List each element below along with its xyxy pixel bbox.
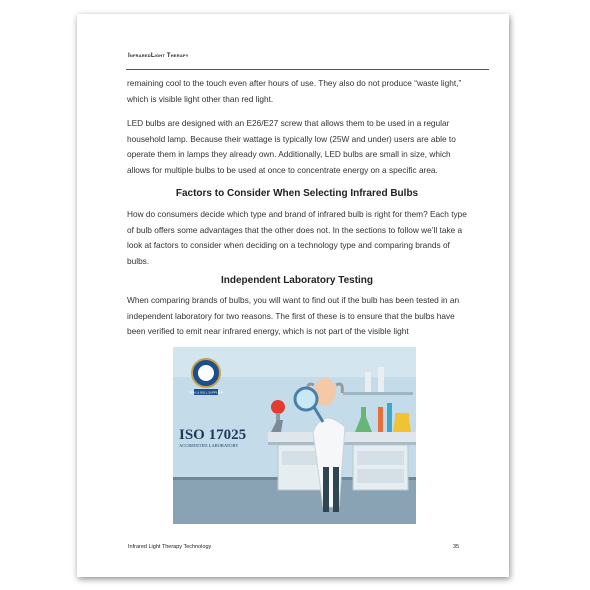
badge-text: DPAL & DELL SUPPLIER bbox=[188, 390, 224, 395]
paragraph-led-bulbs: LED bulbs are designed with an E26/E27 screw that allows them to be used in a regular household lamp. Because their wattage is typically low (25W and under) users are able to operate them in lamps they already own. Additionally, LED bulbs are small in size, which allows for multiple bulbs to be used at once to concentrate energy on a specific area. bbox=[127, 118, 456, 175]
top-text-block bbox=[127, 76, 467, 188]
paragraph-lab-testing: When comparing brands of bulbs, you will want to find out if the bulb has been tested in an independent laboratory for two reasons. The first of these is to ensure that the bulbs have been verified to emit near infrared energy, which is not part of the visible light bbox=[127, 295, 460, 337]
iso-label: ISO 17025 bbox=[179, 427, 247, 443]
iso-sub: ACCREDITED LABORATORY bbox=[179, 443, 239, 448]
header-divider bbox=[126, 69, 489, 70]
footer-title: Infrared Light Therapy Technology bbox=[128, 544, 212, 550]
section-lab-text bbox=[127, 293, 467, 349]
running-header: InfraredLight Therapy bbox=[128, 53, 189, 59]
paragraph-waste-light: remaining cool to the touch even after hours of use. They also do not produce “waste light,” which is visible light other than red light. bbox=[127, 78, 462, 104]
section-heading-factors: Factors to Consider When Selecting Infrared Bulbs bbox=[175, 188, 419, 199]
paragraph-factors: How do consumers decide which type and brand of infrared bulb is right for them? Each type of bulb offers some advantages that the other does not. In the sections to follow we’ll take a look at factors to consider when deciding on a technology type and comparing brands of bulbs. bbox=[127, 209, 467, 266]
lab-scientist-illustration bbox=[173, 347, 416, 524]
document-page bbox=[77, 14, 509, 577]
section-heading-lab-testing: Independent Laboratory Testing bbox=[220, 275, 374, 286]
section-factors-text bbox=[127, 207, 467, 278]
footer-page-number: 35 bbox=[453, 544, 460, 550]
